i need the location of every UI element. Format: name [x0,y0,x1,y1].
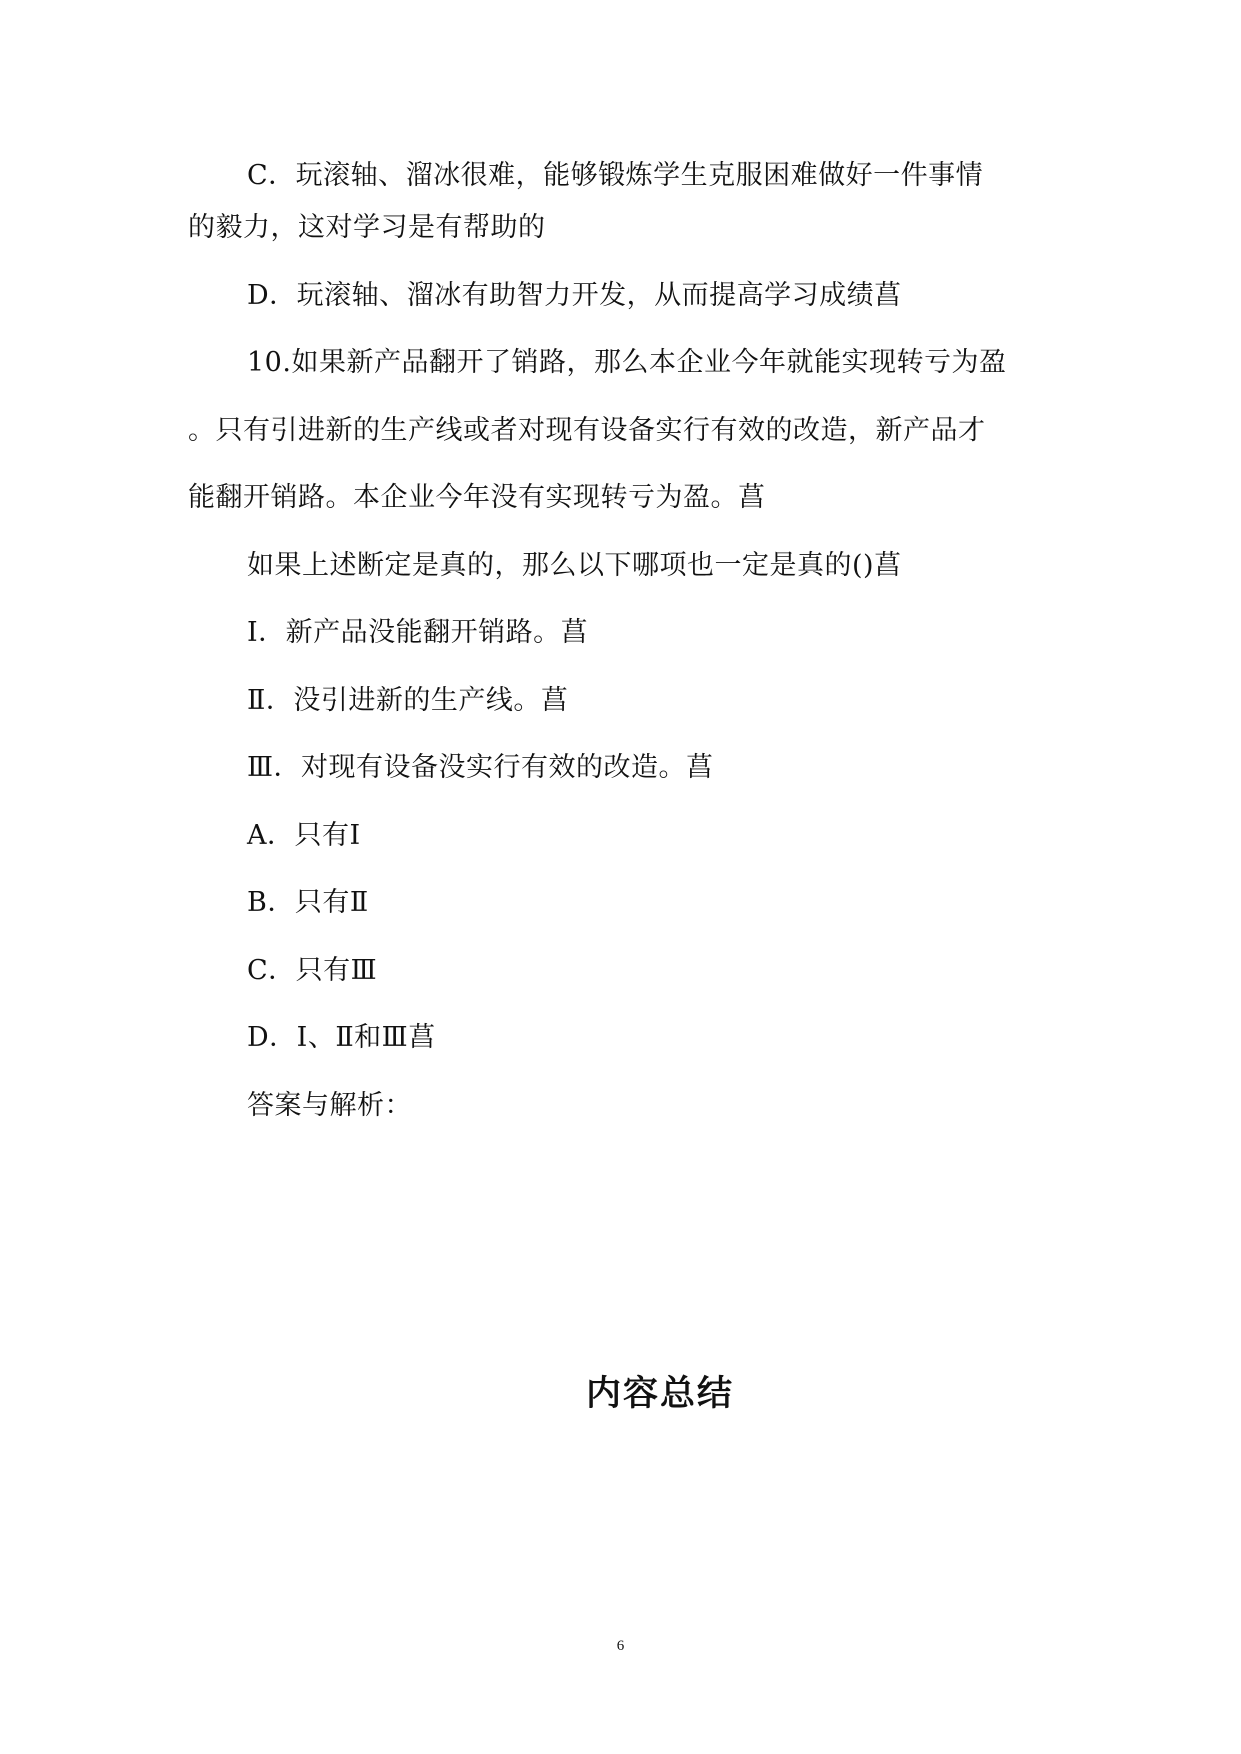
question-10-prompt: 如果上述断定是真的，那么以下哪项也一定是真的()菖 [247,550,902,581]
answer-option-c: C．只有Ⅲ [247,955,378,986]
summary-heading: 内容总结 [585,1374,734,1414]
statement-ii: Ⅱ．没引进新的生产线。菖 [247,685,569,716]
option-d-line: D．玩滚轴、溜冰有助智力开发，从而提高学习成绩菖 [247,280,902,311]
page-number: 6 [616,1638,625,1654]
statement-i: Ⅰ．新产品没能翻开销路。菖 [247,617,589,648]
answer-analysis-label: 答案与解析： [247,1090,412,1121]
option-c-line-2: 的毅力，这对学习是有帮助的 [188,212,546,243]
answer-option-d: D．Ⅰ、Ⅱ和Ⅲ菖 [247,1022,436,1053]
question-10-line-3: 能翻开销路。本企业今年没有实现转亏为盈。菖 [188,482,766,513]
option-c-line-1: C．玩滚轴、溜冰很难，能够锻炼学生克服困难做好一件事情 [247,160,984,191]
answer-option-b: B．只有Ⅱ [247,887,369,918]
statement-iii: Ⅲ．对现有设备没实行有效的改造。菖 [247,752,714,783]
answer-option-a: A．只有Ⅰ [247,820,361,851]
question-10-line-2: 。只有引进新的生产线或者对现有设备实行有效的改造，新产品才 [188,415,986,446]
question-10-line-1: 10.如果新产品翻开了销路，那么本企业今年就能实现转亏为盈 [247,347,1007,378]
